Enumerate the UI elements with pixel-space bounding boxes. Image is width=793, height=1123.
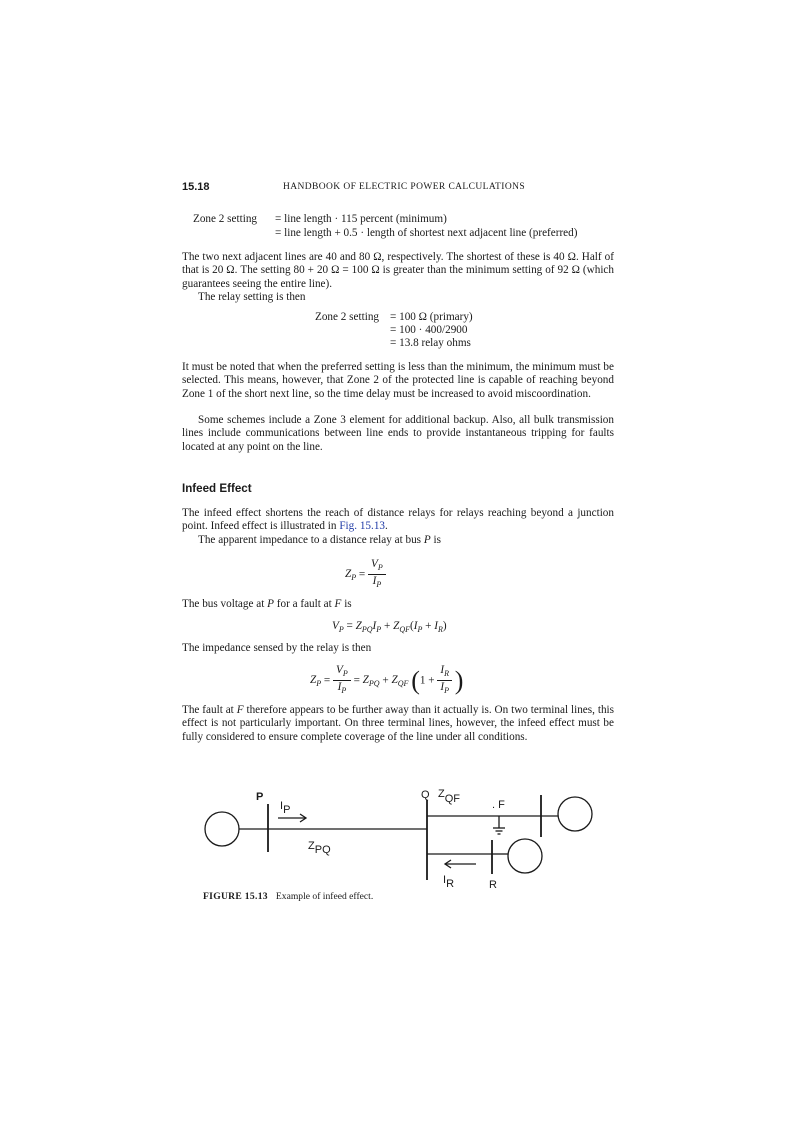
label-zpq: ZPQ <box>308 840 331 856</box>
source-p-circle <box>205 812 239 846</box>
label-zqf: ZQF <box>438 788 461 805</box>
source-far-circle <box>558 797 592 831</box>
paragraph-relay-setting-intro: The relay setting is then <box>198 291 306 303</box>
figure-link[interactable]: Fig. 15.13 <box>339 520 386 533</box>
paragraph-apparent-impedance: The apparent impedance to a distance relay at bus P is <box>198 534 441 546</box>
paragraph-adjacent-lines: The two next adjacent lines are 40 and 80 Ω, respectively. The shortest of these is 40 Ω. Half of that is 20 Ω. The setting 80 + 20 Ω = 100 Ω is greater than the minimum setting of 92 Ω (which guarantees seeing the entire line). <box>182 251 614 290</box>
zone2-def-label: Zone 2 setting <box>193 213 258 225</box>
zone2-calc-label: Zone 2 setting <box>315 311 380 323</box>
paragraph-infeed-intro: The infeed effect shortens the reach of distance relays for relays reaching beyond a junction point. Infeed effect is illustrated in Fig. 15.13. <box>182 507 614 533</box>
running-title: HANDBOOK OF ELECTRIC POWER CALCULATIONS <box>283 182 526 192</box>
paragraph-fault-conclusion: The fault at F therefore appears to be further away than it actually is. On two terminal lines, this effect is not particularly important. On three terminal lines, however, the infeed effect must be fully considered to ensure complete coverage of the line under all conditions. <box>182 704 614 743</box>
paragraph-impedance-sensed: The impedance sensed by the relay is then <box>182 642 372 654</box>
paragraph-zone3: Some schemes include a Zone 3 element for additional backup. Also, all bulk transmission lines include communications between line ends to provide instantaneous tripping for faults located at any point on the line. <box>182 414 614 453</box>
zone2-calc-line2: = 100 · 400/2900 <box>390 324 468 336</box>
zone2-def-line2: = line length + 0.5 · length of shortest next adjacent line (preferred) <box>275 227 578 239</box>
equation-apparent-impedance: $Z_P$ = $\frac{V_P}{I_P}$ <box>345 558 386 591</box>
label-ip: IP <box>280 800 291 816</box>
source-r-circle <box>508 839 542 873</box>
label-q: Q <box>421 789 430 801</box>
infeed-effect-diagram <box>0 780 793 890</box>
zone2-def-line1: = line length · 115 percent (minimum) <box>275 213 447 225</box>
zone2-calc-line1: = 100 Ω (primary) <box>390 311 473 323</box>
label-r: R <box>489 879 497 890</box>
label-p: P <box>256 791 264 803</box>
page-number: 15.18 <box>182 181 210 193</box>
equation-impedance-sensed: $Z_P$ = $\frac{V_P}{I_P}$ = $Z_{PQ} + Z_{QF}$ (1 + $\frac{I_R}{I_P}$ ) <box>310 664 464 696</box>
zone2-calc-line3: = 13.8 relay ohms <box>390 337 471 349</box>
equation-bus-voltage: $V_P = Z_{PQ}I_P + Z_{QF}(I_P + I_R)$ <box>332 620 447 635</box>
paragraph-bus-voltage: The bus voltage at P for a fault at F is <box>182 598 352 610</box>
label-f: . F <box>492 799 505 811</box>
figure-caption: FIGURE 15.13 Example of infeed effect. <box>203 891 374 902</box>
label-ir: IR <box>443 874 455 890</box>
section-heading: Infeed Effect <box>182 482 252 495</box>
paragraph-preferred-setting: It must be noted that when the preferred setting is less than the minimum, the minimum must be selected. This means, however, that Zone 2 of the protected line is capable of reaching beyond Zone 1 of the short next line, so the time delay must be increased to avoid miscoordination. <box>182 361 614 400</box>
